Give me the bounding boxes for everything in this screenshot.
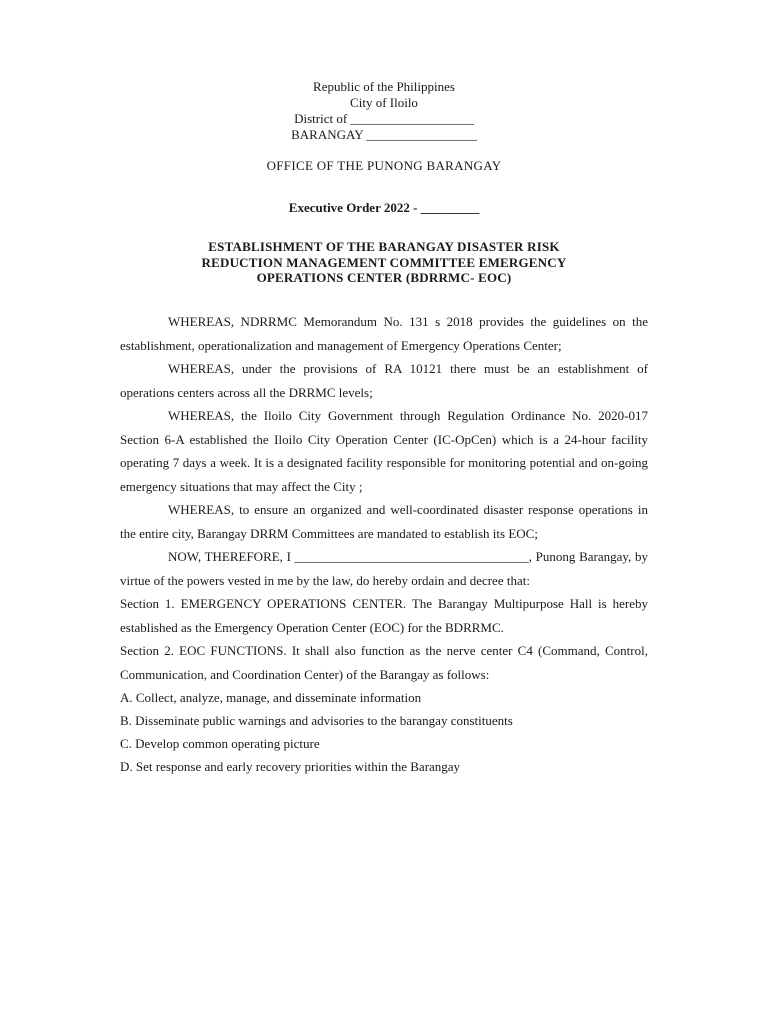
function-item-d: D. Set response and early recovery priorities within the Barangay (120, 759, 461, 774)
section-1: Section 1. EMERGENCY OPERATIONS CENTER. The Barangay Multipurpose Hall is hereby established as the Emergency Operation Center (EOC) for the BDRRMC. (120, 596, 648, 635)
title-line-2: REDUCTION MANAGEMENT COMMITTEE EMERGENCY (201, 254, 567, 270)
header-barangay: BARANGAY _________________ (291, 127, 477, 142)
document-title (0, 239, 768, 286)
header-republic: Republic of the Philippines (313, 79, 455, 94)
title-line-1: ESTABLISHMENT OF THE BARANGAY DISASTER RISK (208, 239, 560, 254)
document-header (0, 79, 768, 143)
function-item-c: C. Develop common operating picture (120, 736, 320, 751)
title-line-3: OPERATIONS CENTER (BDRRMC- EOC) (256, 270, 512, 285)
whereas-paragraph-2: WHEREAS, under the provisions of RA 10121 there must be an establishment of operations centers across all the DRRMC levels; (120, 361, 648, 400)
executive-order-number: Executive Order 2022 - _________ (288, 200, 480, 215)
now-therefore-paragraph: NOW, THEREFORE, I ____________________________________, Punong Barangay, by virtue of the powers vested in me by the law, do hereby ordain and decree that: (120, 549, 648, 588)
document-body (120, 310, 648, 778)
section-2: Section 2. EOC FUNCTIONS. It shall also function as the nerve center C4 (Command, Control, Communication, and Coordination Center) of the Barangay as follows: (120, 643, 648, 682)
function-item-a: A. Collect, analyze, manage, and disseminate information (120, 690, 422, 705)
whereas-paragraph-3: WHEREAS, the Iloilo City Government through Regulation Ordinance No. 2020-017 Section 6-A established the Iloilo City Operation Center (IC-OpCen) which is a 24-hour facility operating 7 days a week. It is a designated facility responsible for monitoring potential and on-going emergency situations that may affect the City ; (120, 408, 648, 494)
header-city: City of Iloilo (350, 95, 418, 110)
whereas-paragraph-1: WHEREAS, NDRRMC Memorandum No. 131 s 2018 provides the guidelines on the establishment, operationalization and management of Emergency Operations Center; (120, 314, 648, 353)
office-title: OFFICE OF THE PUNONG BARANGAY (266, 158, 502, 173)
function-item-b: B. Disseminate public warnings and advisories to the barangay constituents (120, 713, 513, 728)
header-district: District of ___________________ (294, 111, 474, 126)
whereas-paragraph-4: WHEREAS, to ensure an organized and well-coordinated disaster response operations in the entire city, Barangay DRRM Committees are mandated to establish its EOC; (120, 502, 648, 541)
